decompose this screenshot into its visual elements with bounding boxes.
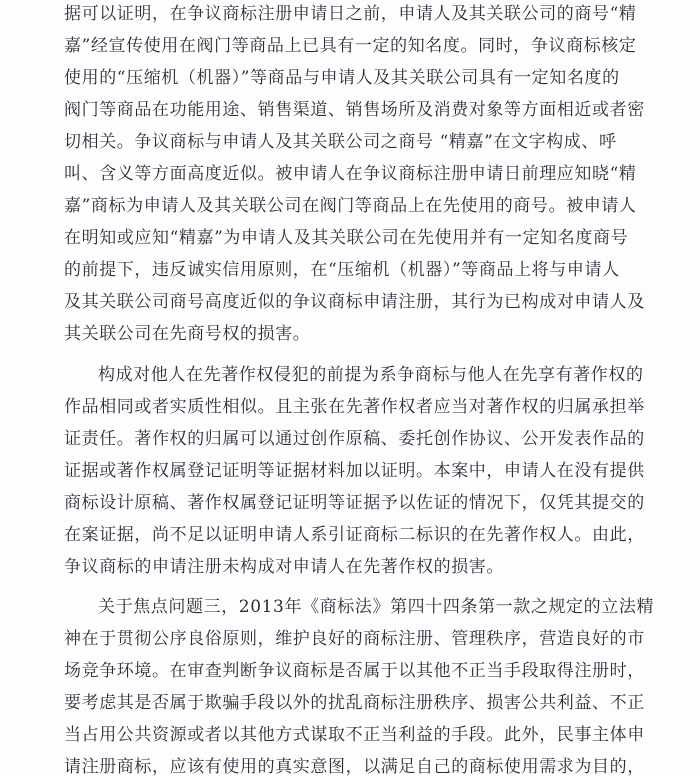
paragraph-3-line-4: 要考虑其是否属于欺骗手段以外的扰乱商标注册秩序、损害公共利益、不正	[64, 693, 645, 713]
paragraph-1-line-6: 叫、含义等方面高度近似。被申请人在争议商标注册申请日前理应知晓“精	[64, 164, 637, 184]
paragraph-1-line-4: 阀门等商品在功能用途、销售渠道、销售场所及消费对象等方面相近或者密	[64, 100, 645, 120]
paragraph-2-line-6: 在案证据，尚不足以证明申请人系引证商标二标识的在先著作权人。由此，	[64, 525, 645, 545]
paragraph-2-line-3: 证责任。著作权的归属可以通过创作原稿、委托创作协议、公开发表作品的	[64, 429, 645, 449]
paragraph-3-line-2: 神在于贯彻公序良俗原则，维护良好的商标注册、管理秩序，营造良好的市	[64, 629, 645, 649]
paragraph-2-line-1: 构成对他人在先著作权侵犯的前提为系争商标与他人在先享有著作权的	[98, 365, 644, 385]
paragraph-2-line-2: 作品相同或者实质性相似。且主张在先著作权者应当对著作权的归属承担举	[64, 397, 645, 417]
paragraph-3-line-3: 场竞争环境。在审查判断争议商标是否属于以其他不正当手段取得注册时，	[64, 661, 645, 681]
paragraph-1-line-3: 使用的“压缩机（机器）”等商品与申请人及其关联公司具有一定知名度的	[64, 68, 620, 88]
paragraph-1-line-1: 据可以证明，在争议商标注册申请日之前，申请人及其关联公司的商号“精	[64, 4, 637, 24]
paragraph-1-line-2: 嘉”经宣传使用在阀门等商品上已具有一定的知名度。同时，争议商标核定	[64, 36, 637, 56]
paragraph-1-line-9: 的前提下，违反诚实信用原则，在“压缩机（机器）”等商品上将与申请人	[64, 260, 620, 280]
paragraph-1-line-7: 嘉”商标为申请人及其关联公司在阀门等商品上在先使用的商号。被申请人	[64, 196, 637, 216]
paragraph-2-line-5: 商标设计原稿、著作权属登记证明等证据予以佐证的情况下，仅凭其提交的	[64, 493, 645, 513]
paragraph-3-line-5: 当占用公共资源或者以其他方式谋取不正当利益的手段。此外，民事主体申	[64, 725, 645, 745]
paragraph-1-line-11: 其关联公司在先商号权的损害。	[64, 324, 311, 344]
paragraph-2-line-4: 证据或著作权属登记证明等证据材料加以证明。本案中，申请人在没有提供	[64, 461, 645, 481]
paragraph-1-line-8: 在明知或应知“精嘉”为申请人及其关联公司在先使用并有一定知名度商号	[64, 228, 629, 248]
paragraph-1-line-10: 及其关联公司商号高度近似的争议商标申请注册，其行为已构成对申请人及	[64, 292, 645, 312]
paragraph-3-line-1: 关于焦点问题三，2013年《商标法》第四十四条第一款之规定的立法精	[98, 597, 655, 617]
paragraph-2-line-7: 争议商标的申请注册未构成对申请人在先著作权的损害。	[64, 557, 504, 577]
paragraph-1-line-5: 切相关。争议商标与申请人及其关联公司之商号 “精嘉”在文字构成、呼	[64, 132, 617, 152]
paragraph-3-line-6: 请注册商标，应该有使用的真实意图，以满足自己的商标使用需求为目的，	[64, 757, 645, 777]
